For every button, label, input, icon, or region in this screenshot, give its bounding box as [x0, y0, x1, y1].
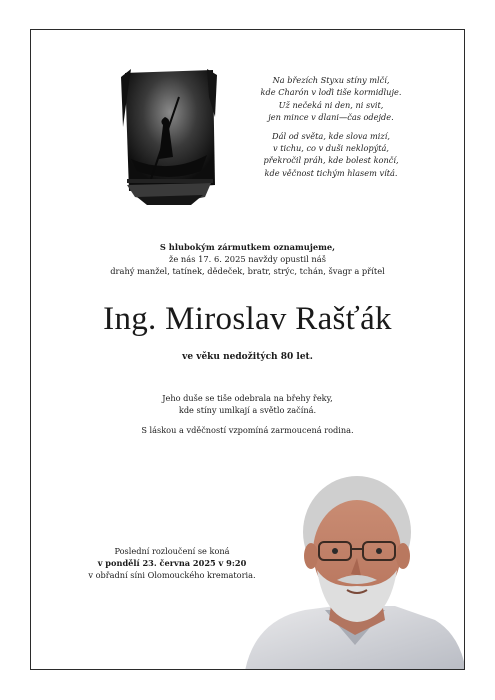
funeral-info — [87, 545, 257, 581]
family-remembrance: S láskou a vděčností vzpomíná zarmoucená rodina. — [141, 425, 354, 435]
charon-boat-illustration — [121, 67, 217, 207]
poem-line: kde věčnost tichým hlasem vítá. — [264, 167, 398, 178]
poem-line: Dál od světa, kde slova mizí, — [272, 130, 390, 141]
poem — [236, 74, 426, 179]
poem-line: kde Charón v loďi tiše kormidluje. — [260, 87, 402, 98]
deceased-name: Ing. Miroslav Rašťák — [103, 301, 392, 337]
verse-line: Jeho duše se tiše odebrala na břehy řeky, — [162, 393, 333, 403]
age-line: ve věku nedožitých 80 let. — [182, 352, 313, 362]
portrait-photo — [245, 470, 465, 670]
funeral-line-1: Poslední rozloučení se koná — [114, 546, 230, 556]
poem-line: jen mince v dlani—čas odejde. — [268, 112, 394, 123]
funeral-location: v obřadní síni Olomouckého krematoria. — [88, 570, 256, 580]
poem-line: překročil práh, kde bolest končí, — [263, 155, 399, 166]
announcement-line-1: S hlubokým zármutkem oznamujeme, — [159, 242, 336, 252]
obituary-card — [30, 29, 465, 670]
poem-line: Na březích Styxu stíny mlčí, — [272, 75, 390, 85]
memorial-verse — [31, 392, 464, 416]
poem-line: v tichu, co v duši neklopýtá, — [272, 143, 390, 154]
funeral-date: v pondělí 23. června 2025 v 9:20 — [97, 558, 247, 568]
announcement — [31, 241, 464, 277]
verse-line: kde stíny umlkají a světlo začíná. — [178, 405, 317, 415]
announcement-line-3: drahý manžel, tatínek, dědeček, bratr, strýc, tchán, švagr a přítel — [110, 266, 385, 276]
announcement-line-2: že nás 17. 6. 2025 navždy opustil náš — [169, 254, 326, 264]
poem-line: Už nečeká ni den, ni svit, — [278, 99, 384, 110]
